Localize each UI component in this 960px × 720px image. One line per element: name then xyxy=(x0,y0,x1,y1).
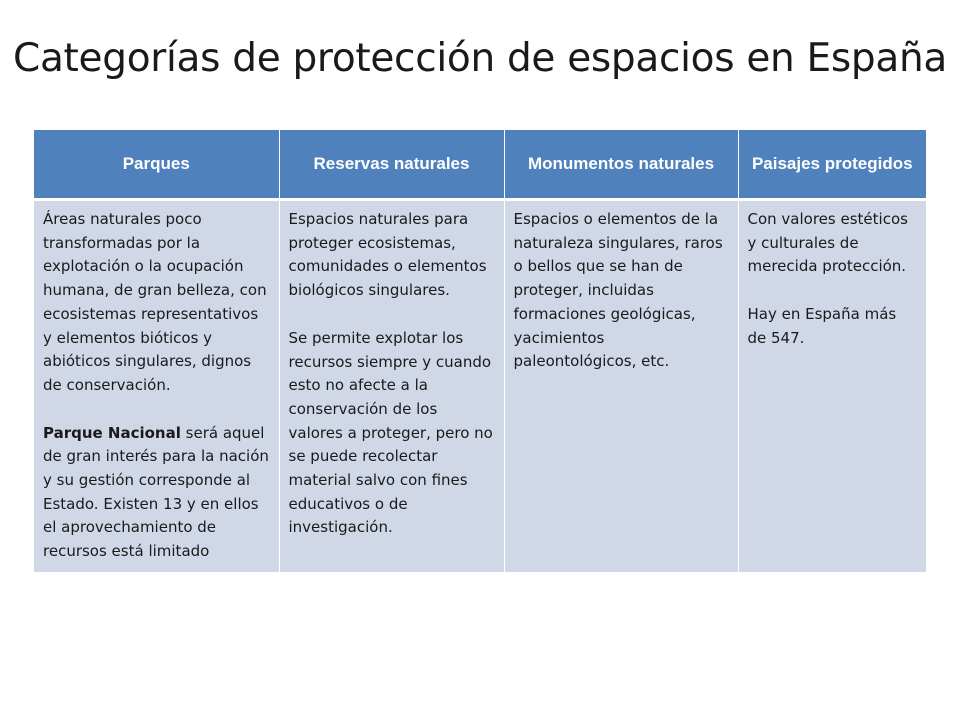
categories-table xyxy=(34,130,926,572)
header-monumentos-naturales: Monumentos naturales xyxy=(504,130,738,200)
paisajes-description: Con valores estéticos y culturales de merecida protección. xyxy=(747,210,908,276)
parques-nacional-text: será aquel de gran interés para la nación y su gestión corresponde al Estado. Existen 13 y en ellos el aprovechamiento de recursos está limitado xyxy=(43,423,269,561)
paisajes-count-note: Hay en España más de 547. xyxy=(747,305,897,347)
monumentos-description: Espacios o elementos de la naturaleza singulares, raros o bellos que se han de proteger, incluidas formaciones geológicas, yacimientos paleontológicos, etc. xyxy=(513,210,723,371)
reservas-usage-note: Se permite explotar los recursos siempre y cuando esto no afecte a la conservación de los valores a proteger, pero no se puede recolectar material salvo con fines educativos o de investigación. xyxy=(288,328,493,537)
cell-reservas-naturales xyxy=(279,200,504,572)
reservas-description: Espacios naturales para proteger ecosistemas, comunidades o elementos biológicos singulares. xyxy=(288,210,487,300)
table-header-row xyxy=(34,130,926,200)
header-paisajes-protegidos: Paisajes protegidos xyxy=(738,130,926,200)
cell-paisajes-protegidos xyxy=(738,200,926,572)
header-reservas-naturales: Reservas naturales xyxy=(279,130,504,200)
categories-table-container xyxy=(34,130,926,572)
header-parques: Parques xyxy=(34,130,279,200)
parques-description: Áreas naturales poco transformadas por la explotación o la ocupación humana, de gran belleza, con ecosistemas representativos y elementos bióticos y abióticos singulares, dignos de conservación. xyxy=(43,210,267,394)
table-row xyxy=(34,200,926,572)
cell-monumentos-naturales xyxy=(504,200,738,572)
parque-nacional-term: Parque Nacional xyxy=(43,423,181,442)
cell-parques xyxy=(34,200,279,572)
page-title: Categorías de protección de espacios en España xyxy=(13,36,947,81)
parques-nacional-note xyxy=(43,422,271,564)
